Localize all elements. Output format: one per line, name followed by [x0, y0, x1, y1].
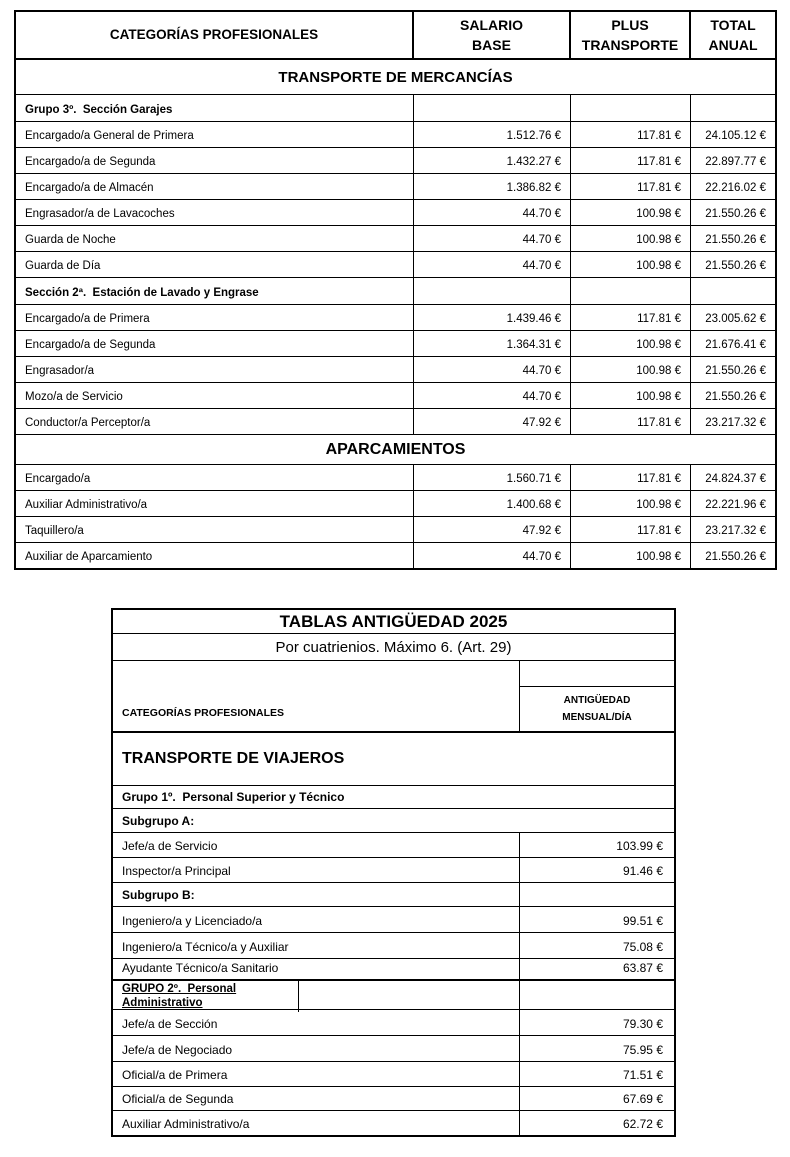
plus-transporte-value: 117.81 € — [571, 465, 691, 490]
total-anual-value: 21.550.26 € — [705, 551, 766, 563]
group-label: Sección 2ª. Estación de Lavado y Engrase — [16, 278, 414, 304]
category-label: Encargado/a de Primera — [16, 305, 414, 330]
empty-cell — [519, 661, 674, 687]
category-label: Encargado/a de Almacén — [16, 174, 414, 199]
antiguedad-row — [113, 858, 674, 883]
total-anual-value: 21.550.26 € — [705, 365, 766, 377]
salary-row — [16, 357, 775, 383]
category-label: Inspector/a Principal — [122, 864, 231, 878]
group-label-line1: GRUPO 2º. Personal — [122, 983, 237, 995]
plus-transporte-value: 117.81 € — [571, 517, 691, 542]
salary-row — [16, 305, 775, 331]
antiguedad-value: 91.46 € — [519, 858, 674, 882]
antiguedad-row — [113, 1036, 674, 1062]
salario-base-value: 44.70 € — [414, 357, 571, 382]
category-label: Oficial/a de Segunda — [122, 1092, 234, 1106]
total-anual-value: 23.005.62 € — [705, 313, 766, 325]
category-label: Guarda de Día — [16, 252, 414, 277]
antiguedad-value: 75.95 € — [519, 1036, 674, 1061]
total-anual-value: 22.216.02 € — [705, 182, 766, 194]
header-salario-base — [414, 12, 571, 58]
total-anual-value: 24.824.37 € — [705, 473, 766, 485]
antiguedad-subtitle: Por cuatrienios. Máximo 6. (Art. 29) — [113, 634, 674, 661]
category-label: Conductor/a Perceptor/a — [16, 409, 414, 434]
antiguedad-value: 67.69 € — [519, 1087, 674, 1110]
antiguedad-row — [113, 933, 674, 959]
empty-cell — [691, 278, 775, 304]
antiguedad-value: 63.87 € — [519, 959, 674, 979]
category-label: Jefe/a de Negociado — [122, 1043, 233, 1057]
header-total-line1: TOTAL — [710, 17, 756, 33]
plus-transporte-value: 100.98 € — [571, 226, 691, 251]
group-row-garajes — [16, 95, 775, 122]
category-label: Encargado/a de Segunda — [16, 148, 414, 173]
total-anual-value: 21.550.26 € — [705, 260, 766, 272]
antiguedad-value: 71.51 € — [519, 1062, 674, 1086]
header-antiguedad-line1: ANTIGÜEDAD — [563, 695, 631, 706]
total-anual-value: 22.221.96 € — [705, 499, 766, 511]
antiguedad-title: TABLAS ANTIGÜEDAD 2025 — [113, 610, 674, 634]
category-label: Ingeniero/a Técnico/a y Auxiliar — [122, 940, 289, 954]
plus-transporte-value: 117.81 € — [571, 409, 691, 434]
category-label: Encargado/a — [16, 465, 414, 490]
plus-transporte-value: 100.98 € — [571, 252, 691, 277]
salary-row — [16, 331, 775, 357]
salario-base-value: 1.364.31 € — [414, 331, 571, 356]
total-anual-value: 23.217.32 € — [705, 417, 766, 429]
group-label: Subgrupo B: — [122, 888, 195, 902]
total-anual-value: 24.105.12 € — [705, 130, 766, 142]
salario-base-value: 1.512.76 € — [414, 122, 571, 147]
header-plus-line2: TRANSPORTE — [581, 37, 679, 53]
plus-transporte-value: 100.98 € — [571, 543, 691, 568]
antiguedad-value: 62.72 € — [519, 1111, 674, 1135]
salario-base-value: 1.432.27 € — [414, 148, 571, 173]
salary-row — [16, 174, 775, 200]
plus-transporte-value: 117.81 € — [571, 305, 691, 330]
section-banner-transporte-mercancias: TRANSPORTE DE MERCANCÍAS — [16, 60, 775, 95]
category-label: Mozo/a de Servicio — [16, 383, 414, 408]
plus-transporte-value: 100.98 € — [571, 331, 691, 356]
category-label: Engrasador/a — [16, 357, 414, 382]
salario-base-value: 47.92 € — [414, 517, 571, 542]
total-anual-value: 21.676.41 € — [705, 339, 766, 351]
category-label: Engrasador/a de Lavacoches — [16, 200, 414, 225]
empty-cell — [691, 95, 775, 121]
salary-row — [16, 517, 775, 543]
empty-cell — [571, 278, 691, 304]
salary-row — [16, 122, 775, 148]
empty-cell — [299, 981, 519, 1012]
salario-base-value: 44.70 € — [414, 543, 571, 568]
total-anual-value: 21.550.26 € — [705, 391, 766, 403]
salary-row — [16, 543, 775, 568]
header-salario-line1: SALARIO — [460, 17, 523, 33]
plus-transporte-value: 100.98 € — [571, 200, 691, 225]
category-label: Ingeniero/a y Licenciado/a — [122, 914, 263, 928]
group-row-lavado-engrase — [16, 278, 775, 305]
salary-row — [16, 409, 775, 435]
header-plus-transporte — [571, 12, 691, 58]
empty-cell — [414, 95, 571, 121]
header-total-anual — [691, 12, 775, 58]
salary-row — [16, 252, 775, 278]
salario-base-value: 44.70 € — [414, 252, 571, 277]
header-plus-line1: PLUS — [611, 17, 649, 33]
category-label: Auxiliar de Aparcamiento — [16, 543, 414, 568]
empty-cell — [519, 981, 674, 1012]
category-label: Guarda de Noche — [16, 226, 414, 251]
salario-base-value: 44.70 € — [414, 226, 571, 251]
plus-transporte-value: 117.81 € — [571, 174, 691, 199]
empty-cell — [414, 278, 571, 304]
category-label: Auxiliar Administrativo/a — [122, 1117, 250, 1131]
antiguedad-value: 75.08 € — [519, 933, 674, 958]
salary-table-header-row — [16, 12, 775, 60]
antiguedad-header-row — [113, 661, 674, 733]
antiguedad-row — [113, 907, 674, 933]
plus-transporte-value: 117.81 € — [571, 122, 691, 147]
total-anual-value: 21.550.26 € — [705, 208, 766, 220]
group-row-subgrupo-b — [113, 883, 674, 907]
group-row-subgrupo-a: Subgrupo A: — [113, 809, 674, 833]
header-antiguedad-line2: MENSUAL/DÍA — [562, 712, 632, 723]
group-row-grupo1: Grupo 1º. Personal Superior y Técnico — [113, 786, 674, 809]
category-label: Auxiliar Administrativo/a — [16, 491, 414, 516]
antiguedad-value: 79.30 € — [519, 1010, 674, 1035]
header-categorias-profesionales: CATEGORÍAS PROFESIONALES — [122, 707, 284, 719]
salario-base-value: 1.386.82 € — [414, 174, 571, 199]
category-label: Ayudante Técnico/a Sanitario — [122, 961, 279, 975]
group-row-grupo2 — [113, 980, 674, 1010]
salario-base-value: 1.439.46 € — [414, 305, 571, 330]
plus-transporte-value: 100.98 € — [571, 357, 691, 382]
salario-base-value: 44.70 € — [414, 383, 571, 408]
salario-base-value: 1.400.68 € — [414, 491, 571, 516]
category-label: Encargado/a General de Primera — [16, 122, 414, 147]
salary-row — [16, 148, 775, 174]
salary-row — [16, 200, 775, 226]
antiguedad-row — [113, 1111, 674, 1135]
salary-row — [16, 465, 775, 491]
empty-cell — [571, 95, 691, 121]
plus-transporte-value: 117.81 € — [571, 148, 691, 173]
category-label: Encargado/a de Segunda — [16, 331, 414, 356]
antiguedad-row — [113, 1062, 674, 1087]
total-anual-value: 23.217.32 € — [705, 525, 766, 537]
antiguedad-table — [111, 608, 676, 1137]
salary-row — [16, 491, 775, 517]
section-banner-aparcamientos: APARCAMIENTOS — [16, 435, 775, 465]
total-anual-value: 22.897.77 € — [705, 156, 766, 168]
header-antiguedad-mensual — [519, 687, 674, 731]
category-label: Jefe/a de Servicio — [122, 839, 218, 853]
antiguedad-row — [113, 959, 674, 980]
header-salario-line2: BASE — [472, 37, 511, 53]
group-label-line2: Administrativo — [122, 997, 203, 1009]
group-label-boxed — [113, 981, 299, 1012]
antiguedad-row — [113, 1087, 674, 1111]
category-label: Oficial/a de Primera — [122, 1068, 228, 1082]
plus-transporte-value: 100.98 € — [571, 491, 691, 516]
antiguedad-value: 103.99 € — [519, 833, 674, 857]
antiguedad-value: 99.51 € — [519, 907, 674, 932]
salary-row — [16, 383, 775, 409]
header-categorias-profesionales: CATEGORÍAS PROFESIONALES — [16, 12, 414, 58]
salario-base-value: 44.70 € — [414, 200, 571, 225]
category-label: Taquillero/a — [16, 517, 414, 542]
salary-table — [14, 10, 777, 570]
salario-base-value: 1.560.71 € — [414, 465, 571, 490]
total-anual-value: 21.550.26 € — [705, 234, 766, 246]
antiguedad-row — [113, 1010, 674, 1036]
salario-base-value: 47.92 € — [414, 409, 571, 434]
empty-cell — [519, 883, 674, 906]
category-label: Jefe/a de Sección — [122, 1017, 218, 1031]
header-total-line2: ANUAL — [708, 37, 758, 53]
plus-transporte-value: 100.98 € — [571, 383, 691, 408]
group-label: Grupo 3º. Sección Garajes — [16, 95, 414, 121]
section-banner-transporte-viajeros: TRANSPORTE DE VIAJEROS — [113, 733, 674, 786]
salary-row — [16, 226, 775, 252]
antiguedad-row — [113, 833, 674, 858]
